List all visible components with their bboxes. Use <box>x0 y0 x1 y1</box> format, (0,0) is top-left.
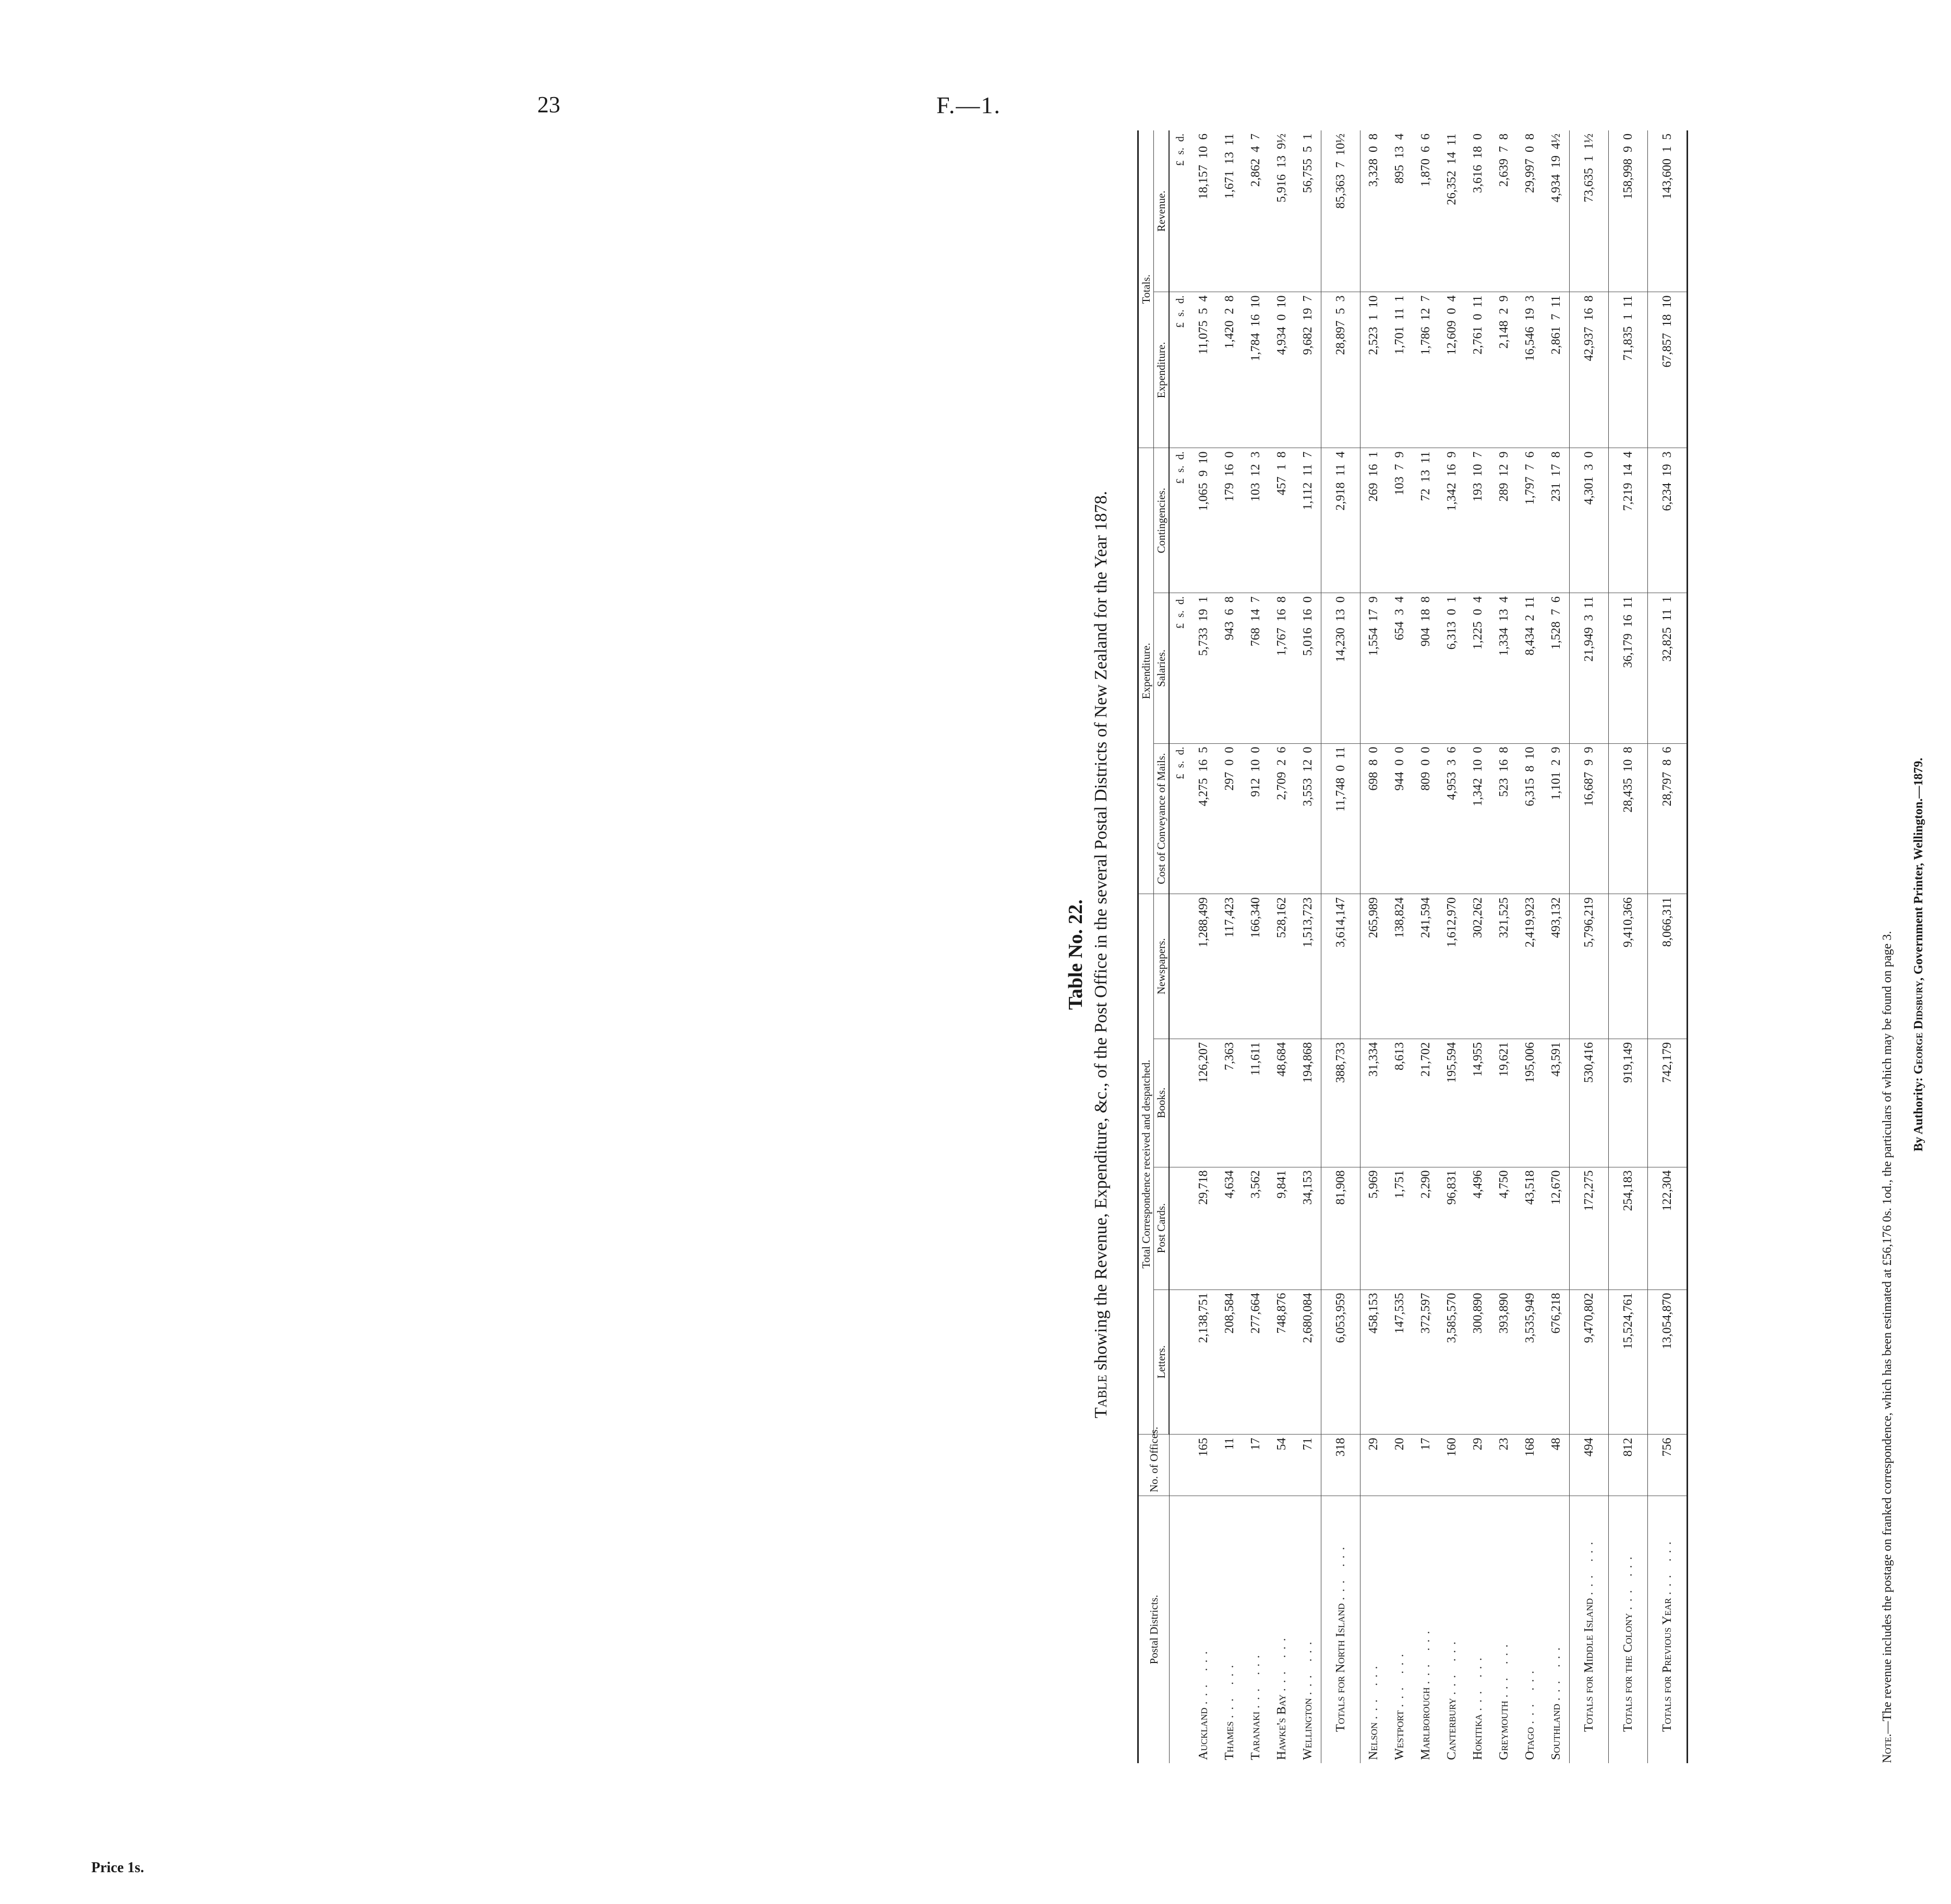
total-expenditure-cell: 2,761 0 11 <box>1465 292 1491 448</box>
post-cards-cell: 34,153 <box>1295 1167 1321 1290</box>
post-cards-cell: 4,496 <box>1465 1167 1491 1290</box>
authority-rest: Government Printer, Wellington.—1879. <box>1912 757 1925 974</box>
total-expenditure-cell: 2,148 2 9 <box>1491 292 1517 448</box>
district-row <box>1543 130 1570 1763</box>
books-cell: 742,179 <box>1648 1039 1688 1167</box>
books-cell: 19,621 <box>1491 1039 1517 1167</box>
post-cards-cell: 81,908 <box>1321 1167 1360 1290</box>
newspapers-cell: 9,410,366 <box>1609 894 1648 1039</box>
total-revenue-cell: 4,934 19 4½ <box>1543 130 1570 292</box>
leader-dots: ... ... <box>1523 1665 1537 1724</box>
price-label: Price 1s. <box>91 1860 144 1876</box>
newspapers-cell: 302,262 <box>1465 894 1491 1039</box>
letters-cell: 147,535 <box>1387 1290 1413 1435</box>
district-row <box>1190 130 1217 1763</box>
total-expenditure-cell: 2,861 7 11 <box>1543 292 1570 448</box>
units-row <box>1169 130 1190 1763</box>
salaries-cell: 8,434 2 11 <box>1517 593 1543 743</box>
total-expenditure-cell: 1,701 11 1 <box>1387 292 1413 448</box>
district-name-cell <box>1465 1496 1491 1763</box>
letters-cell: 13,054,870 <box>1648 1290 1688 1435</box>
books-cell: 195,594 <box>1439 1039 1465 1167</box>
post-cards-cell: 9,841 <box>1269 1167 1295 1290</box>
contingencies-cell: 457 1 8 <box>1269 448 1295 593</box>
books-cell: 31,334 <box>1360 1039 1387 1167</box>
district-name: Marlborough <box>1418 1687 1432 1760</box>
leader-dots: ... ... <box>1333 1541 1347 1600</box>
note-lead: Note. <box>1881 1733 1894 1763</box>
units-conveyance: £ s. d. <box>1169 743 1190 894</box>
books-cell: 919,149 <box>1609 1039 1648 1167</box>
salaries-cell: 5,016 16 0 <box>1295 593 1321 743</box>
district-name-cell <box>1570 1496 1609 1763</box>
district-row <box>1295 130 1321 1763</box>
leader-dots: ... ... <box>1418 1625 1432 1684</box>
leader-dots: ... ... <box>1444 1636 1459 1695</box>
offices-cell: 812 <box>1609 1435 1648 1496</box>
district-name: Hawke's Bay <box>1274 1694 1288 1760</box>
offices-cell: 48 <box>1543 1435 1570 1496</box>
letters-cell: 3,585,570 <box>1439 1290 1465 1435</box>
letters-cell: 15,524,761 <box>1609 1290 1648 1435</box>
post-cards-cell: 4,750 <box>1491 1167 1517 1290</box>
conveyance-cell: 16,687 9 9 <box>1570 743 1609 894</box>
district-name: Otago <box>1523 1727 1537 1760</box>
total-revenue-cell: 2,862 4 7 <box>1243 130 1269 292</box>
total-expenditure-cell: 1,784 16 10 <box>1243 292 1269 448</box>
contingencies-cell: 1,112 11 7 <box>1295 448 1321 593</box>
district-name: Auckland <box>1196 1707 1210 1760</box>
district-name-cell <box>1543 1496 1570 1763</box>
newspapers-cell: 2,419,923 <box>1517 894 1543 1039</box>
table-title: Table No. 22. <box>1065 899 1087 1010</box>
letters-cell: 6,053,959 <box>1321 1290 1360 1435</box>
total-expenditure-cell: 28,897 5 3 <box>1321 292 1360 448</box>
books-cell: 8,613 <box>1387 1039 1413 1167</box>
conveyance-cell: 698 8 0 <box>1360 743 1387 894</box>
offices-cell: 165 <box>1190 1435 1217 1496</box>
salaries-cell: 21,949 3 11 <box>1570 593 1609 743</box>
books-cell: 48,684 <box>1269 1039 1295 1167</box>
newspapers-cell: 5,796,219 <box>1570 894 1609 1039</box>
district-row <box>1413 130 1439 1763</box>
newspapers-cell: 1,513,723 <box>1295 894 1321 1039</box>
total-revenue-cell: 18,157 10 6 <box>1190 130 1217 292</box>
header-books: Books. <box>1154 1039 1170 1167</box>
newspapers-cell: 3,614,147 <box>1321 894 1360 1039</box>
letters-cell: 9,470,802 <box>1570 1290 1609 1435</box>
district-name: Westport <box>1392 1710 1406 1760</box>
post-cards-cell: 29,718 <box>1190 1167 1217 1290</box>
offices-cell: 17 <box>1243 1435 1269 1496</box>
page-number: 23 <box>537 92 560 117</box>
district-row <box>1269 130 1295 1763</box>
table-note <box>1881 931 1895 1763</box>
books-cell: 21,702 <box>1413 1039 1439 1167</box>
offices-cell: 71 <box>1295 1435 1321 1496</box>
district-name: Hokitika <box>1471 1714 1485 1760</box>
district-name-cell <box>1217 1496 1243 1763</box>
newspapers-cell: 1,288,499 <box>1190 894 1217 1039</box>
post-cards-cell: 254,183 <box>1609 1167 1648 1290</box>
total-expenditure-cell: 11,075 5 4 <box>1190 292 1217 448</box>
leader-dots: ... ... <box>1660 1536 1674 1595</box>
letters-cell: 2,138,751 <box>1190 1290 1217 1435</box>
newspapers-cell: 166,340 <box>1243 894 1269 1039</box>
note-text: —The revenue includes the postage on franked correspondence, which has been estimated at £56,176 0s. 1od., the particulars of which may be found on page 3. <box>1881 931 1894 1734</box>
conveyance-cell: 523 16 8 <box>1491 743 1517 894</box>
conveyance-cell: 944 0 0 <box>1387 743 1413 894</box>
conveyance-cell: 3,553 12 0 <box>1295 743 1321 894</box>
printer-imprint <box>1912 125 1926 1784</box>
totals-row <box>1321 130 1360 1763</box>
conveyance-cell: 2,709 2 6 <box>1269 743 1295 894</box>
district-name-cell <box>1517 1496 1543 1763</box>
newspapers-cell: 321,525 <box>1491 894 1517 1039</box>
newspapers-cell: 241,594 <box>1413 894 1439 1039</box>
total-revenue-cell: 85,363 7 10½ <box>1321 130 1360 292</box>
conveyance-cell: 1,101 2 9 <box>1543 743 1570 894</box>
district-name: Greymouth <box>1497 1701 1511 1760</box>
books-cell: 43,591 <box>1543 1039 1570 1167</box>
conveyance-cell: 912 10 0 <box>1243 743 1269 894</box>
letters-cell: 676,218 <box>1543 1290 1570 1435</box>
offices-cell: 54 <box>1269 1435 1295 1496</box>
district-name: Taranaki <box>1248 1711 1262 1760</box>
newspapers-cell: 528,162 <box>1269 894 1295 1039</box>
contingencies-cell: 103 7 9 <box>1387 448 1413 593</box>
leader-dots: ... ... <box>1471 1652 1485 1711</box>
district-name-cell <box>1387 1496 1413 1763</box>
letters-cell: 372,597 <box>1413 1290 1439 1435</box>
post-cards-cell: 4,634 <box>1217 1167 1243 1290</box>
district-name: Totals for the Colony <box>1621 1613 1635 1732</box>
salaries-cell: 943 6 8 <box>1217 593 1243 743</box>
header-expenditure-group: Expenditure. <box>1138 448 1154 894</box>
total-revenue-cell: 56,755 5 1 <box>1295 130 1321 292</box>
salaries-cell: 1,528 7 6 <box>1543 593 1570 743</box>
offices-cell: 160 <box>1439 1435 1465 1496</box>
offices-cell: 17 <box>1413 1435 1439 1496</box>
district-name-cell <box>1413 1496 1439 1763</box>
salaries-cell: 6,313 0 1 <box>1439 593 1465 743</box>
leader-dots: ... ... <box>1196 1646 1210 1705</box>
offices-cell: 23 <box>1491 1435 1517 1496</box>
total-revenue-cell: 3,616 18 0 <box>1465 130 1491 292</box>
district-name: Wellington <box>1300 1698 1315 1760</box>
district-row <box>1243 130 1269 1763</box>
contingencies-cell: 193 10 7 <box>1465 448 1491 593</box>
total-revenue-cell: 143,600 1 5 <box>1648 130 1688 292</box>
units-expenditure: £ s. d. <box>1169 292 1190 448</box>
contingencies-cell: 1,797 7 6 <box>1517 448 1543 593</box>
post-cards-cell: 2,290 <box>1413 1167 1439 1290</box>
books-cell: 530,416 <box>1570 1039 1609 1167</box>
leader-dots: ... ... <box>1274 1633 1288 1692</box>
district-name: Thames <box>1222 1721 1236 1760</box>
salaries-cell: 1,334 13 4 <box>1491 593 1517 743</box>
total-revenue-cell: 73,635 1 1½ <box>1570 130 1609 292</box>
contingencies-cell: 269 16 1 <box>1360 448 1387 593</box>
offices-cell: 318 <box>1321 1435 1360 1496</box>
total-expenditure-cell: 42,937 16 8 <box>1570 292 1609 448</box>
header-district: Postal Districts. <box>1138 1496 1170 1763</box>
header-post-cards: Post Cards. <box>1154 1167 1170 1290</box>
conveyance-cell: 297 0 0 <box>1217 743 1243 894</box>
newspapers-cell: 8,066,311 <box>1648 894 1688 1039</box>
total-revenue-cell: 26,352 14 11 <box>1439 130 1465 292</box>
books-cell: 194,868 <box>1295 1039 1321 1167</box>
newspapers-cell: 117,423 <box>1217 894 1243 1039</box>
conveyance-cell: 28,435 10 8 <box>1609 743 1648 894</box>
units-salaries: £ s. d. <box>1169 593 1190 743</box>
header-total-expenditure: Expenditure. <box>1154 292 1170 448</box>
offices-cell: 29 <box>1465 1435 1491 1496</box>
total-expenditure-cell: 2,523 1 10 <box>1360 292 1387 448</box>
total-expenditure-cell: 4,934 0 10 <box>1269 292 1295 448</box>
salaries-cell: 14,230 13 0 <box>1321 593 1360 743</box>
leader-dots: ... ... <box>1300 1636 1315 1695</box>
total-expenditure-cell: 9,682 19 7 <box>1295 292 1321 448</box>
conveyance-cell: 1,342 10 0 <box>1465 743 1491 894</box>
header-newspapers: Newspapers. <box>1154 894 1170 1039</box>
contingencies-cell: 2,918 11 4 <box>1321 448 1360 593</box>
contingencies-cell: 1,342 16 9 <box>1439 448 1465 593</box>
contingencies-cell: 7,219 14 4 <box>1609 448 1648 593</box>
conveyance-cell: 6,315 8 10 <box>1517 743 1543 894</box>
post-cards-cell: 172,275 <box>1570 1167 1609 1290</box>
header-contingencies: Contingencies. <box>1154 448 1170 593</box>
salaries-cell: 654 3 4 <box>1387 593 1413 743</box>
total-expenditure-cell: 71,835 1 11 <box>1609 292 1648 448</box>
district-row <box>1517 130 1543 1763</box>
leader-dots: ... ... <box>1248 1649 1262 1708</box>
header-conveyance: Cost of Conveyance of Mails. <box>1154 743 1170 894</box>
district-name: Canterbury <box>1444 1698 1459 1760</box>
contingencies-cell: 72 13 11 <box>1413 448 1439 593</box>
district-row <box>1217 130 1243 1763</box>
district-row <box>1491 130 1517 1763</box>
header-correspondence: Total Correspondence received and despatched. <box>1138 894 1154 1435</box>
district-name-cell <box>1360 1496 1387 1763</box>
leader-dots: ... ... <box>1497 1639 1511 1698</box>
authority-lead: By Authority: <box>1912 1077 1925 1152</box>
total-revenue-cell: 1,870 6 6 <box>1413 130 1439 292</box>
header-salaries: Salaries. <box>1154 593 1170 743</box>
total-revenue-cell: 3,328 0 8 <box>1360 130 1387 292</box>
total-expenditure-cell: 1,420 2 8 <box>1217 292 1243 448</box>
contingencies-cell: 1,065 9 10 <box>1190 448 1217 593</box>
total-expenditure-cell: 12,609 0 4 <box>1439 292 1465 448</box>
total-expenditure-cell: 16,546 19 3 <box>1517 292 1543 448</box>
leader-dots: ... ... <box>1222 1659 1236 1718</box>
subtitle-lead: Table <box>1091 1375 1111 1418</box>
header-offices: No. of Offices. <box>1138 1435 1170 1496</box>
conveyance-cell: 28,797 8 6 <box>1648 743 1688 894</box>
header-total-revenue: Revenue. <box>1154 130 1170 292</box>
total-expenditure-cell: 67,857 18 10 <box>1648 292 1688 448</box>
totals-row <box>1609 130 1648 1763</box>
district-row <box>1360 130 1387 1763</box>
contingencies-cell: 289 12 9 <box>1491 448 1517 593</box>
conveyance-cell: 809 0 0 <box>1413 743 1439 894</box>
post-cards-cell: 122,304 <box>1648 1167 1688 1290</box>
subtitle-text: showing the Revenue, Expenditure, &c., of the Post Office in the several Postal Districts of New Zealand for the Year 1878. <box>1091 491 1111 1370</box>
offices-cell: 11 <box>1217 1435 1243 1496</box>
salaries-cell: 36,179 16 11 <box>1609 593 1648 743</box>
district-row <box>1465 130 1491 1763</box>
total-revenue-cell: 5,916 13 9½ <box>1269 130 1295 292</box>
newspapers-cell: 1,612,970 <box>1439 894 1465 1039</box>
offices-cell: 494 <box>1570 1435 1609 1496</box>
header-letters: Letters. <box>1154 1290 1170 1435</box>
post-cards-cell: 96,831 <box>1439 1167 1465 1290</box>
contingencies-cell: 6,234 19 3 <box>1648 448 1688 593</box>
district-name-cell <box>1295 1496 1321 1763</box>
contingencies-cell: 103 12 3 <box>1243 448 1269 593</box>
offices-cell: 20 <box>1387 1435 1413 1496</box>
authority-printer: George Didsbury, <box>1912 977 1925 1075</box>
total-revenue-cell: 895 13 4 <box>1387 130 1413 292</box>
total-revenue-cell: 1,671 13 11 <box>1217 130 1243 292</box>
rotated-table-sheet <box>1064 125 1951 1784</box>
district-name-cell <box>1243 1496 1269 1763</box>
conveyance-cell: 4,275 16 5 <box>1190 743 1217 894</box>
totals-row <box>1648 130 1688 1763</box>
salaries-cell: 768 14 7 <box>1243 593 1269 743</box>
salaries-cell: 1,225 0 4 <box>1465 593 1491 743</box>
letters-cell: 3,535,949 <box>1517 1290 1543 1435</box>
letters-cell: 208,584 <box>1217 1290 1243 1435</box>
district-name-cell <box>1648 1496 1688 1763</box>
document-code: F.—1. <box>936 92 1001 118</box>
newspapers-cell: 138,824 <box>1387 894 1413 1039</box>
total-revenue-cell: 2,639 7 8 <box>1491 130 1517 292</box>
leader-dots: ... ... <box>1549 1642 1563 1701</box>
total-revenue-cell: 29,997 0 8 <box>1517 130 1543 292</box>
offices-cell: 168 <box>1517 1435 1543 1496</box>
post-cards-cell: 3,562 <box>1243 1167 1269 1290</box>
salaries-cell: 904 18 8 <box>1413 593 1439 743</box>
letters-cell: 300,890 <box>1465 1290 1491 1435</box>
books-cell: 126,207 <box>1190 1039 1217 1167</box>
table-subtitle <box>1091 125 1111 1784</box>
leader-dots: ... ... <box>1621 1551 1635 1610</box>
district-name: Nelson <box>1366 1722 1380 1760</box>
contingencies-cell: 231 17 8 <box>1543 448 1570 593</box>
books-cell: 388,733 <box>1321 1039 1360 1167</box>
post-cards-cell: 12,670 <box>1543 1167 1570 1290</box>
district-name-cell <box>1609 1496 1648 1763</box>
salaries-cell: 1,554 17 9 <box>1360 593 1387 743</box>
total-expenditure-cell: 1,786 12 7 <box>1413 292 1439 448</box>
salaries-cell: 32,825 11 1 <box>1648 593 1688 743</box>
books-cell: 7,363 <box>1217 1039 1243 1167</box>
books-cell: 11,611 <box>1243 1039 1269 1167</box>
newspapers-cell: 493,132 <box>1543 894 1570 1039</box>
letters-cell: 458,153 <box>1360 1290 1387 1435</box>
letters-cell: 2,680,084 <box>1295 1290 1321 1435</box>
post-cards-cell: 43,518 <box>1517 1167 1543 1290</box>
contingencies-cell: 4,301 3 0 <box>1570 448 1609 593</box>
offices-cell: 29 <box>1360 1435 1387 1496</box>
district-name-cell <box>1269 1496 1295 1763</box>
contingencies-cell: 179 16 0 <box>1217 448 1243 593</box>
salaries-cell: 1,767 16 8 <box>1269 593 1295 743</box>
district-name-cell <box>1190 1496 1217 1763</box>
total-revenue-cell: 158,998 9 0 <box>1609 130 1648 292</box>
books-cell: 14,955 <box>1465 1039 1491 1167</box>
conveyance-cell: 4,953 3 6 <box>1439 743 1465 894</box>
district-name-cell <box>1321 1496 1360 1763</box>
letters-cell: 748,876 <box>1269 1290 1295 1435</box>
leader-dots: ... ... <box>1392 1648 1406 1707</box>
units-contingencies: £ s. d. <box>1169 448 1190 593</box>
header-totals-group: Totals. <box>1138 130 1154 448</box>
books-cell: 195,006 <box>1517 1039 1543 1167</box>
leader-dots: ... ... <box>1582 1536 1596 1595</box>
salaries-cell: 5,733 19 1 <box>1190 593 1217 743</box>
letters-cell: 393,890 <box>1491 1290 1517 1435</box>
conveyance-cell: 11,748 0 11 <box>1321 743 1360 894</box>
totals-row <box>1570 130 1609 1763</box>
district-name: Totals for Previous Year <box>1660 1598 1674 1732</box>
leader-dots: ... ... <box>1366 1660 1380 1719</box>
district-row <box>1439 130 1465 1763</box>
offices-cell: 756 <box>1648 1435 1688 1496</box>
post-cards-cell: 1,751 <box>1387 1167 1413 1290</box>
letters-cell: 277,664 <box>1243 1290 1269 1435</box>
district-name: Southland <box>1549 1704 1563 1760</box>
district-row <box>1387 130 1413 1763</box>
district-name-cell <box>1439 1496 1465 1763</box>
district-name: Totals for Middle Island <box>1582 1598 1596 1732</box>
units-revenue: £ s. d. <box>1169 130 1190 292</box>
revenue-expenditure-table <box>1137 130 1688 1763</box>
post-cards-cell: 5,969 <box>1360 1167 1387 1290</box>
district-name-cell <box>1491 1496 1517 1763</box>
district-name: Totals for North Island <box>1333 1603 1347 1732</box>
newspapers-cell: 265,989 <box>1360 894 1387 1039</box>
